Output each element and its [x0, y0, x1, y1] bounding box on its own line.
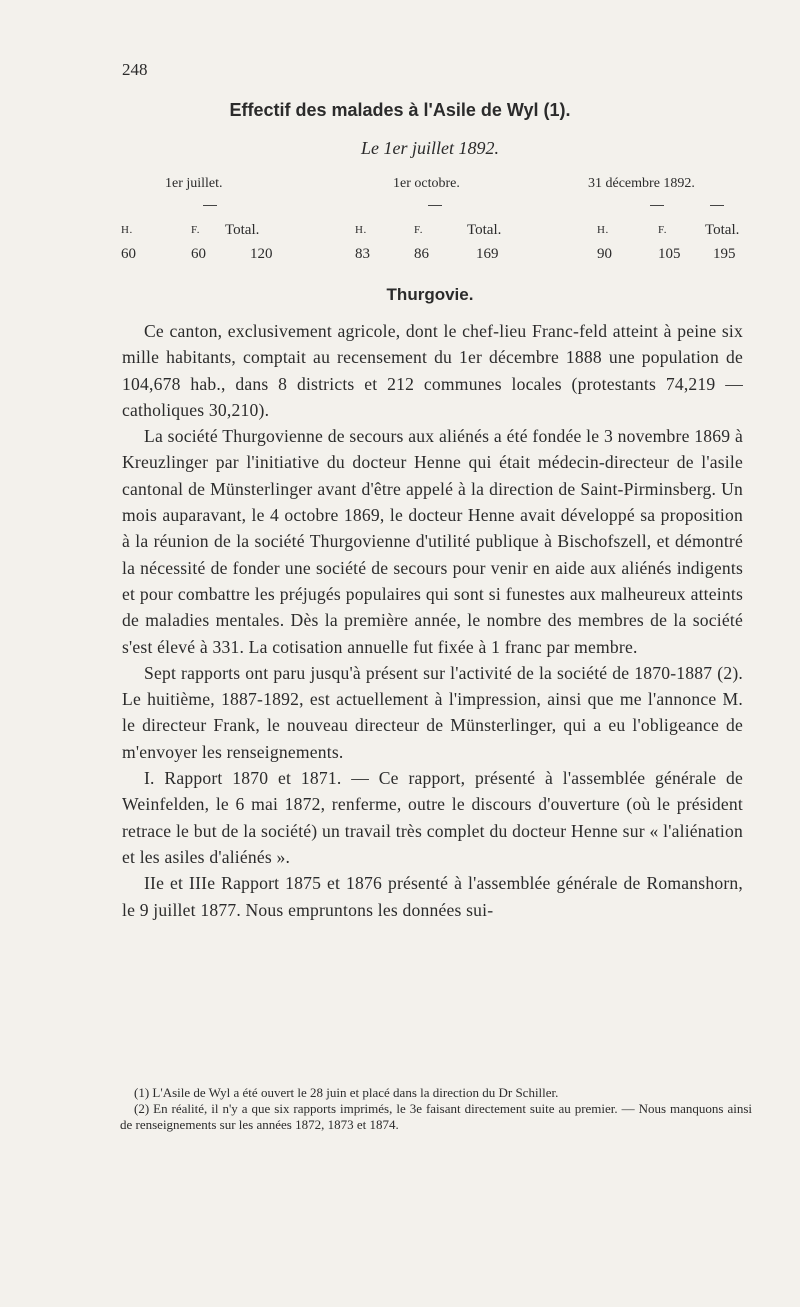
sub-header-total: Total.: [705, 222, 740, 238]
sub-header-total: Total.: [225, 222, 260, 238]
body-text: [122, 318, 743, 923]
cell-total: 195: [713, 246, 736, 262]
sub-header-f: F.: [658, 224, 667, 236]
separator-dash: [650, 205, 664, 206]
footnotes: [120, 1085, 752, 1133]
column-head-july: 1er juillet.: [165, 176, 223, 191]
cell-f: 60: [191, 246, 206, 262]
cell-total: 120: [250, 246, 273, 262]
sub-header-h: H.: [597, 224, 609, 236]
sub-header-f: F.: [414, 224, 423, 236]
patient-count-table: [0, 172, 800, 272]
sub-header-h: H.: [355, 224, 367, 236]
page-number: 248: [122, 60, 148, 79]
footnote: (2) En réalité, il n'y a que six rapports imprimés, le 3e faisant directement suite au premier. — Nous manquons ainsi de renseignements sur les années 1872, 1873 et 1874.: [120, 1101, 752, 1132]
cell-total: 169: [476, 246, 499, 262]
cell-h: 83: [355, 246, 370, 262]
cell-h: 90: [597, 246, 612, 262]
footnote: (1) L'Asile de Wyl a été ouvert le 28 juin et placé dans la direction du Dr Schiller.: [134, 1085, 559, 1100]
paragraph: IIe et IIIe Rapport 1875 et 1876 présenté à l'assemblée générale de Romanshorn, le 9 juillet 1877. Nous empruntons les données sui-: [122, 873, 743, 920]
section-title: Thurgovie.: [386, 285, 474, 304]
separator-dash: [203, 205, 217, 206]
paragraph: I. Rapport 1870 et 1871. — Ce rapport, présenté à l'assemblée générale de Weinfelden, le 6 mai 1872, renferme, outre le discours d'ouverture (où le président retrace le but de la société) un travail très complet du docteur Henne sur « l'aliénation et les asiles d'aliénés ».: [122, 768, 743, 867]
paragraph: Sept rapports ont paru jusqu'à présent sur l'activité de la société de 1870-1887 (2). Le huitième, 1887-1892, est actuellement à l'impression, ainsi que me l'annonce M. le directeur Frank, le nouveau directeur de Münsterlinger, qui a eu l'obligeance de m'envoyer les renseignements.: [122, 662, 743, 762]
separator-dash: [710, 205, 724, 206]
separator-dash: [428, 205, 442, 206]
cell-f: 86: [414, 246, 429, 262]
sub-header-f: F.: [191, 224, 200, 236]
column-head-october: 1er octobre.: [393, 176, 460, 191]
paragraph: Ce canton, exclusivement agricole, dont le chef-lieu Franc-feld atteint à peine six mille habitants, comptait au recensement du 1er décembre 1888 une population de 104,678 hab., dans 8 districts et 212 communes locales (protestants 74,219 — catholiques 30,210).: [122, 321, 743, 420]
table-date: Le 1er juillet 1892.: [361, 138, 499, 158]
cell-f: 105: [658, 246, 681, 262]
cell-h: 60: [121, 246, 136, 262]
column-head-december: 31 décembre 1892.: [588, 176, 695, 191]
paragraph: La société Thurgovienne de secours aux aliénés a été fondée le 3 novembre 1869 à Kreuzlinger par l'initiative du docteur Henne qui était médecin-directeur de l'asile cantonal de Münsterlinger avant d'être appelé à la direction de Saint-Pirminsberg. Un mois auparavant, le 4 octobre 1869, le docteur Henne avait développé sa proposition à la réunion de la société Thurgovienne d'utilité publique à Bischofszell, et démontré la nécessité de fonder une société de secours pour venir en aide aux aliénés indigents et pour combattre les préjugés populaires qui sont si funestes aux malheureux atteints de maladies mentales. Dès la première année, le nombre des membres de la société s'est élevé à 331. La cotisation annuelle fut fixée à 1 franc par membre.: [122, 426, 743, 657]
sub-header-h: H.: [121, 224, 133, 236]
sub-header-total: Total.: [467, 222, 502, 238]
table-title: Effectif des malades à l'Asile de Wyl (1).: [229, 100, 571, 120]
